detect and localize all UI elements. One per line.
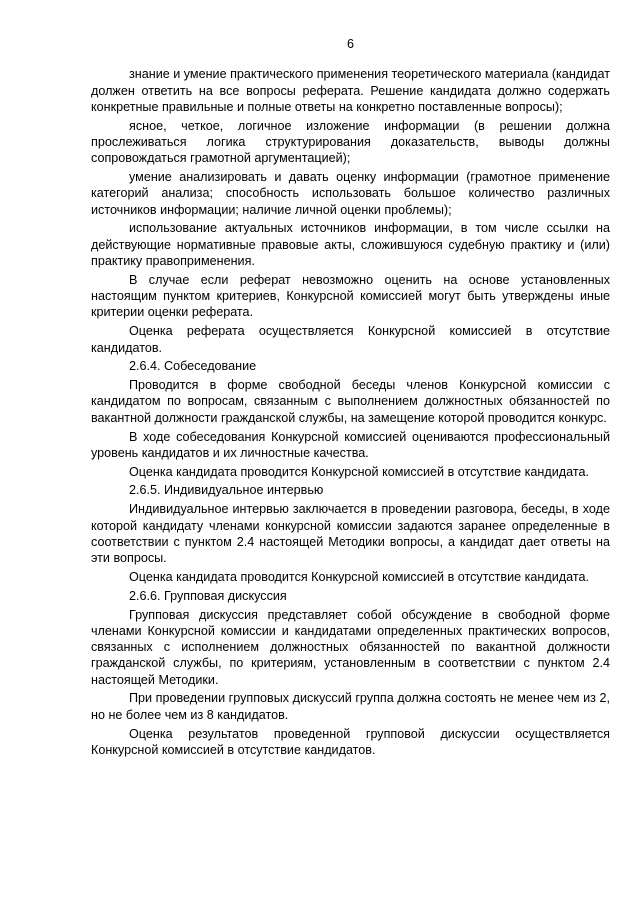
paragraph-criterion-sources: использование актуальных источников информации, в том числе ссылки на действующие нормативные правовые акты, сложившуюся судебную практику и (или) практику правоприменения. [91,221,610,269]
section-heading-group-discussion: 2.6.6. Групповая дискуссия [129,588,287,603]
paragraph-individual-interview: Индивидуальное интервью заключается в проведении разговора, беседы, в ходе которой кандидату членами конкурсной комиссии задаются заранее определенные в соответствии с пунктом 2.4 настоящей Методики вопросы, а кандидат дает ответы на эти вопросы. [91,502,610,566]
paragraph-essay-evaluation: Оценка реферата осуществляется Конкурсной комиссией в отсутствие кандидатов. [91,324,610,355]
paragraph-group-size: При проведении групповых дискуссий группа должна состоять не менее чем из 2, но не более чем из 8 кандидатов. [91,691,610,722]
paragraph-criterion-analysis: умение анализировать и давать оценку информации (грамотное применение категорий анализа; способность использовать большое количество различных источников информации; наличие личной оценки проблемы); [91,170,610,217]
paragraph-interview-assessment: В ходе собеседования Конкурсной комиссией оцениваются профессиональный уровень кандидатов и их личностные качества. [91,429,610,460]
paragraph-criterion-knowledge: знание и умение практического применения теоретического материала (кандидат должен ответить на все вопросы реферата. Решение кандидата должно содержать конкретные правильные и полные ответы на конкретно поставленные вопросы); [91,67,610,114]
paragraph-interview-evaluation: Оценка кандидата проводится Конкурсной комиссией в отсутствие кандидата. [129,464,589,479]
page-number: 6 [346,37,354,51]
paragraph-individual-interview-evaluation: Оценка кандидата проводится Конкурсной комиссией в отсутствие кандидата. [129,569,589,584]
section-heading-individual-interview: 2.6.5. Индивидуальное интервью [129,483,324,498]
paragraph-group-discussion: Групповая дискуссия представляет собой обсуждение в свободной форме членами Конкурсной комиссии и кандидатами определенных практических вопросов, связанных с исполнением должностных обязанностей по вакантной должности гражданской службы, по критериям, установленным в соответствии с пунктом 2.4 настоящей Методики. [91,607,610,687]
paragraph-group-evaluation: Оценка результатов проведенной групповой дискуссии осуществляется Конкурсной комиссией в отсутствие кандидатов. [91,726,610,757]
section-heading-interview: 2.6.4. Собеседование [129,359,257,374]
paragraph-criterion-clarity: ясное, четкое, логичное изложение информации (в решении должна прослеживаться логика структурирования доказательств, выводы должны сопровождаться грамотной аргументацией); [91,118,610,166]
paragraph-interview-form: Проводится в форме свободной беседы членов Конкурсной комиссии с кандидатом по вопросам, связанным с выполнением должностных обязанностей по вакантной должности гражданской службы, на замещение которой проводится конкурс. [91,378,610,425]
paragraph-other-criteria: В случае если реферат невозможно оценить на основе установленных настоящим пунктом критериев, Конкурсной комиссией могут быть утверждены иные критерии оценки реферата. [91,272,610,320]
